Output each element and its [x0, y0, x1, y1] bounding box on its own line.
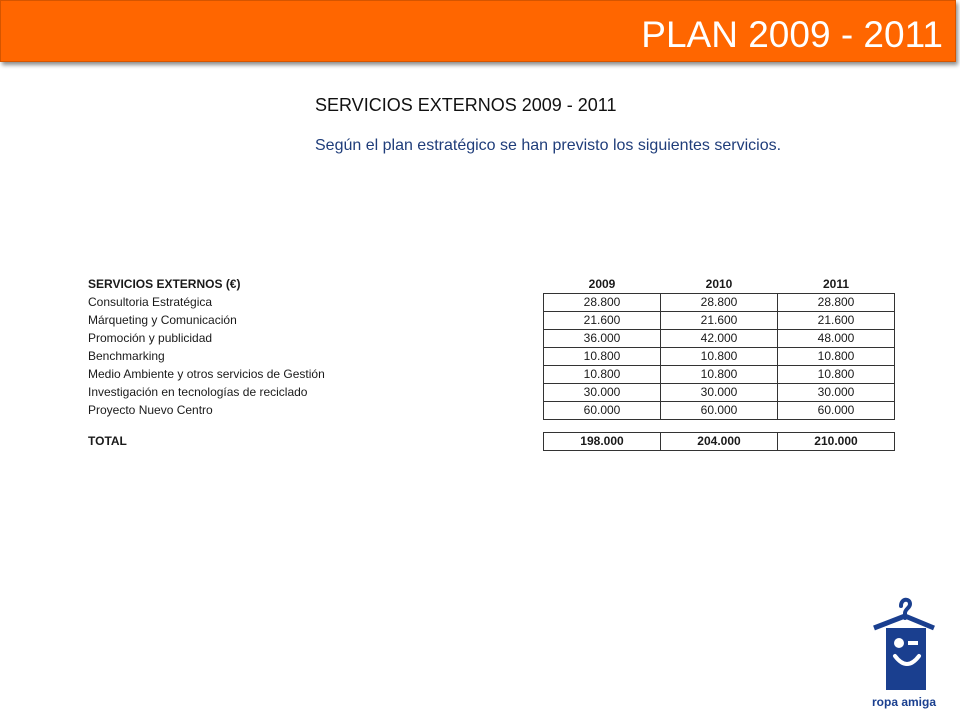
cell-2011: 21.600	[778, 312, 895, 330]
cell-2011: 10.800	[778, 348, 895, 366]
cell-2010: 28.800	[661, 294, 778, 312]
row-label: Promoción y publicidad	[88, 331, 213, 345]
cell-2011: 48.000	[778, 330, 895, 348]
table-row	[88, 402, 895, 420]
page-title: PLAN 2009 - 2011	[641, 14, 943, 55]
row-label: Márqueting y Comunicación	[88, 313, 237, 327]
cell-2011: 30.000	[778, 384, 895, 402]
cell-2009: 10.800	[544, 366, 661, 384]
spacer-cell	[778, 420, 895, 433]
total-2009: 198.000	[544, 433, 661, 451]
row-label: Benchmarking	[88, 349, 165, 363]
cell-2010: 30.000	[661, 384, 778, 402]
intro-text: Según el plan estratégico se han previsto los siguientes servicios.	[315, 137, 782, 154]
header-label: SERVICIOS EXTERNOS (€)	[88, 277, 241, 292]
row-label: Investigación en tecnologías de reciclado	[88, 385, 308, 399]
table-row	[88, 348, 895, 366]
cell-2011: 60.000	[778, 402, 895, 420]
ropa-amiga-logo	[868, 592, 940, 712]
spacer-cell	[88, 420, 544, 433]
table-row	[88, 312, 895, 330]
logo-text: ropa amiga	[871, 695, 937, 709]
cell-2011: 10.800	[778, 366, 895, 384]
table-header-row	[88, 276, 895, 294]
table-row	[88, 366, 895, 384]
cell-2010: 21.600	[661, 312, 778, 330]
cell-2009: 10.800	[544, 348, 661, 366]
row-label: Medio Ambiente y otros servicios de Gestión	[88, 367, 325, 381]
cell-2010: 10.800	[661, 348, 778, 366]
cell-2009: 30.000	[544, 384, 661, 402]
cell-2010: 42.000	[661, 330, 778, 348]
cell-2009: 21.600	[544, 312, 661, 330]
header-2010: 2010	[705, 277, 733, 291]
spacer-cell	[661, 420, 778, 433]
total-2011: 210.000	[778, 433, 895, 451]
header-2011: 2011	[822, 277, 850, 291]
header-2009: 2009	[588, 277, 616, 291]
cell-2009: 36.000	[544, 330, 661, 348]
table-row	[88, 330, 895, 348]
total-label: TOTAL	[88, 434, 127, 448]
section-title: SERVICIOS EXTERNOS 2009 - 2011	[315, 95, 617, 115]
services-table	[88, 276, 895, 451]
row-label: Proyecto Nuevo Centro	[88, 403, 213, 417]
total-2010: 204.000	[661, 433, 778, 451]
cell-2009: 28.800	[544, 294, 661, 312]
row-label: Consultoria Estratégica	[88, 295, 213, 309]
cell-2009: 60.000	[544, 402, 661, 420]
cell-2011: 28.800	[778, 294, 895, 312]
spacer-cell	[544, 420, 661, 433]
cell-2010: 10.800	[661, 366, 778, 384]
table-row	[88, 294, 895, 312]
table-row	[88, 384, 895, 402]
table-spacer-row	[88, 420, 895, 433]
header-banner	[0, 0, 956, 62]
cell-2010: 60.000	[661, 402, 778, 420]
total-row	[88, 433, 895, 451]
